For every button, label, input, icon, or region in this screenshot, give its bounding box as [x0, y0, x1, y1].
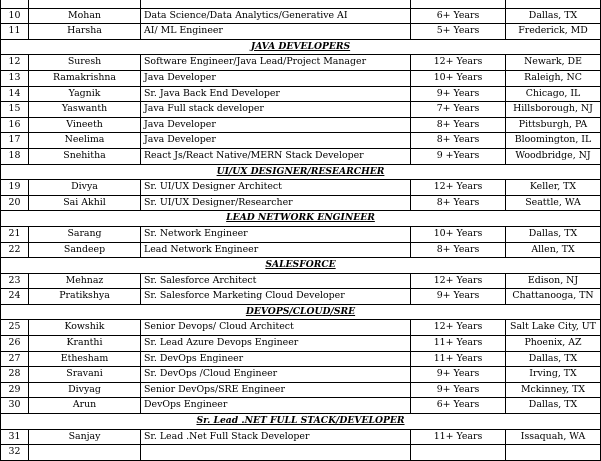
candidate-name-cell: Harsha — [29, 24, 141, 40]
candidate-name-cell: Mohan — [29, 8, 141, 24]
location-cell: Chicago, IL — [506, 86, 601, 102]
role-cell: DevOps Engineer — [141, 398, 411, 414]
section-header-row — [1, 258, 601, 274]
role-cell: Sr. UI/UX Designer Architect — [141, 180, 411, 196]
role-cell: Senior Devops/ Cloud Architect — [141, 320, 411, 336]
candidate-name-cell: Sanjay — [29, 429, 141, 445]
table-row — [1, 133, 601, 149]
table-row — [1, 55, 601, 71]
location-cell: Seattle, WA — [506, 195, 601, 211]
experience-cell: 11+ Years — [411, 336, 506, 352]
row-number-cell: 21 — [1, 226, 29, 242]
location-cell: Salt Lake City, UT — [506, 320, 601, 336]
table-row — [1, 351, 601, 367]
table-row — [1, 398, 601, 414]
experience-cell: 9+ Years — [411, 289, 506, 305]
candidate-name-cell: Sandeep — [29, 242, 141, 258]
table-row — [1, 0, 601, 8]
role-cell: Sr. Network Engineer — [141, 226, 411, 242]
candidate-table-body — [1, 0, 601, 460]
row-number-cell: 30 — [1, 398, 29, 414]
experience-cell — [411, 0, 506, 8]
role-cell — [141, 0, 411, 8]
table-row — [1, 8, 601, 24]
section-title: LEAD NETWORK ENGINEER — [1, 211, 601, 227]
row-number-cell: 15 — [1, 102, 29, 118]
experience-cell: 7+ Years — [411, 102, 506, 118]
role-cell: Lead Network Engineer — [141, 242, 411, 258]
experience-cell: 6+ Years — [411, 398, 506, 414]
experience-cell: 9+ Years — [411, 367, 506, 383]
row-number-cell: 16 — [1, 117, 29, 133]
row-number-cell: 13 — [1, 70, 29, 86]
location-cell: Newark, DE — [506, 55, 601, 71]
candidate-name-cell: Arun — [29, 398, 141, 414]
section-title: DEVOPS/CLOUD/SRE — [1, 304, 601, 320]
table-row — [1, 86, 601, 102]
table-row — [1, 195, 601, 211]
location-cell: Mckinney, TX — [506, 382, 601, 398]
location-cell: Dallas, TX — [506, 351, 601, 367]
table-row — [1, 148, 601, 164]
candidate-name-cell: Mehnaz — [29, 273, 141, 289]
row-number-cell: 24 — [1, 289, 29, 305]
section-title: SALESFORCE — [1, 258, 601, 274]
row-number-cell: 17 — [1, 133, 29, 149]
table-row — [1, 242, 601, 258]
table-row — [1, 445, 601, 461]
table-row — [1, 336, 601, 352]
table-row — [1, 367, 601, 383]
location-cell: Edison, NJ — [506, 273, 601, 289]
role-cell: Java Developer — [141, 133, 411, 149]
table-row — [1, 226, 601, 242]
role-cell: Sr. Lead Azure Devops Engineer — [141, 336, 411, 352]
experience-cell: 12+ Years — [411, 55, 506, 71]
candidate-name-cell: Kowshik — [29, 320, 141, 336]
candidate-name-cell — [29, 0, 141, 8]
experience-cell: 12+ Years — [411, 180, 506, 196]
role-cell: Software Engineer/Java Lead/Project Manager — [141, 55, 411, 71]
experience-cell: 9+ Years — [411, 86, 506, 102]
location-cell: Allen, TX — [506, 242, 601, 258]
role-cell: Java Full stack developer — [141, 102, 411, 118]
candidate-name-cell: Yagnik — [29, 86, 141, 102]
candidate-name-cell: Ramakrishna — [29, 70, 141, 86]
row-number-cell: 20 — [1, 195, 29, 211]
role-cell — [141, 445, 411, 461]
candidate-name-cell: Pratikshya — [29, 289, 141, 305]
experience-cell: 12+ Years — [411, 273, 506, 289]
section-header-row — [1, 211, 601, 227]
role-cell: Java Developer — [141, 117, 411, 133]
experience-cell: 9 +Years — [411, 148, 506, 164]
experience-cell: 6+ Years — [411, 8, 506, 24]
row-number-cell: 31 — [1, 429, 29, 445]
section-header-row — [1, 414, 601, 430]
role-cell: Sr. UI/UX Designer/Researcher — [141, 195, 411, 211]
experience-cell: 9+ Years — [411, 382, 506, 398]
experience-cell: 10+ Years — [411, 226, 506, 242]
row-number-cell: 19 — [1, 180, 29, 196]
experience-cell: 8+ Years — [411, 195, 506, 211]
candidate-name-cell: Divyag — [29, 382, 141, 398]
location-cell: Frederick, MD — [506, 24, 601, 40]
row-number-cell: 25 — [1, 320, 29, 336]
location-cell: Phoenix, AZ — [506, 336, 601, 352]
role-cell: React Js/React Native/MERN Stack Developer — [141, 148, 411, 164]
location-cell: Dallas, TX — [506, 398, 601, 414]
row-number-cell: 18 — [1, 148, 29, 164]
candidate-name-cell: Ethesham — [29, 351, 141, 367]
candidate-name-cell: Sai Akhil — [29, 195, 141, 211]
row-number-cell: 11 — [1, 24, 29, 40]
candidate-name-cell — [29, 445, 141, 461]
experience-cell: 8+ Years — [411, 117, 506, 133]
row-number-cell — [1, 0, 29, 8]
row-number-cell: 23 — [1, 273, 29, 289]
experience-cell: 8+ Years — [411, 242, 506, 258]
location-cell: Pittsburgh, PA — [506, 117, 601, 133]
row-number-cell: 10 — [1, 8, 29, 24]
candidate-name-cell: Suresh — [29, 55, 141, 71]
candidate-name-cell: Divya — [29, 180, 141, 196]
table-row — [1, 180, 601, 196]
table-row — [1, 273, 601, 289]
location-cell — [506, 0, 601, 8]
role-cell: Sr. Salesforce Marketing Cloud Developer — [141, 289, 411, 305]
table-row — [1, 102, 601, 118]
experience-cell: 5+ Years — [411, 24, 506, 40]
row-number-cell: 12 — [1, 55, 29, 71]
candidate-name-cell: Vineeth — [29, 117, 141, 133]
table-row — [1, 117, 601, 133]
experience-cell: 11+ Years — [411, 351, 506, 367]
candidate-name-cell: Neelima — [29, 133, 141, 149]
section-header-row — [1, 39, 601, 55]
row-number-cell: 26 — [1, 336, 29, 352]
experience-cell: 8+ Years — [411, 133, 506, 149]
role-cell: Data Science/Data Analytics/Generative AI — [141, 8, 411, 24]
table-row — [1, 382, 601, 398]
role-cell: Java Developer — [141, 70, 411, 86]
candidate-name-cell: Yaswanth — [29, 102, 141, 118]
role-cell: Sr. Lead .Net Full Stack Developer — [141, 429, 411, 445]
role-cell: Sr. DevOps /Cloud Engineer — [141, 367, 411, 383]
location-cell: Issaquah, WA — [506, 429, 601, 445]
location-cell: Raleigh, NC — [506, 70, 601, 86]
role-cell: Senior DevOps/SRE Engineer — [141, 382, 411, 398]
table-row — [1, 70, 601, 86]
table-row — [1, 24, 601, 40]
section-title: UI/UX DESIGNER/RESEARCHER — [1, 164, 601, 180]
role-cell: Sr. Java Back End Developer — [141, 86, 411, 102]
location-cell: Woodbridge, NJ — [506, 148, 601, 164]
section-header-row — [1, 164, 601, 180]
table-row — [1, 429, 601, 445]
location-cell: Dallas, TX — [506, 226, 601, 242]
section-title: Sr. Lead .NET FULL STACK/DEVELOPER — [1, 414, 601, 430]
row-number-cell: 32 — [1, 445, 29, 461]
location-cell: Dallas, TX — [506, 8, 601, 24]
row-number-cell: 27 — [1, 351, 29, 367]
experience-cell — [411, 445, 506, 461]
experience-cell: 12+ Years — [411, 320, 506, 336]
location-cell: Keller, TX — [506, 180, 601, 196]
table-row — [1, 289, 601, 305]
location-cell — [506, 445, 601, 461]
location-cell: Hillsborough, NJ — [506, 102, 601, 118]
location-cell: Chattanooga, TN — [506, 289, 601, 305]
row-number-cell: 29 — [1, 382, 29, 398]
row-number-cell: 28 — [1, 367, 29, 383]
section-header-row — [1, 304, 601, 320]
location-cell: Bloomington, IL — [506, 133, 601, 149]
row-number-cell: 14 — [1, 86, 29, 102]
table-row — [1, 320, 601, 336]
location-cell: Irving, TX — [506, 367, 601, 383]
row-number-cell: 22 — [1, 242, 29, 258]
candidate-name-cell: Snehitha — [29, 148, 141, 164]
experience-cell: 11+ Years — [411, 429, 506, 445]
candidate-name-cell: Sarang — [29, 226, 141, 242]
role-cell: AI/ ML Engineer — [141, 24, 411, 40]
role-cell: Sr. Salesforce Architect — [141, 273, 411, 289]
role-cell: Sr. DevOps Engineer — [141, 351, 411, 367]
candidate-name-cell: Kranthi — [29, 336, 141, 352]
experience-cell: 10+ Years — [411, 70, 506, 86]
candidate-name-cell: Sravani — [29, 367, 141, 383]
section-title: JAVA DEVELOPERS — [1, 39, 601, 55]
